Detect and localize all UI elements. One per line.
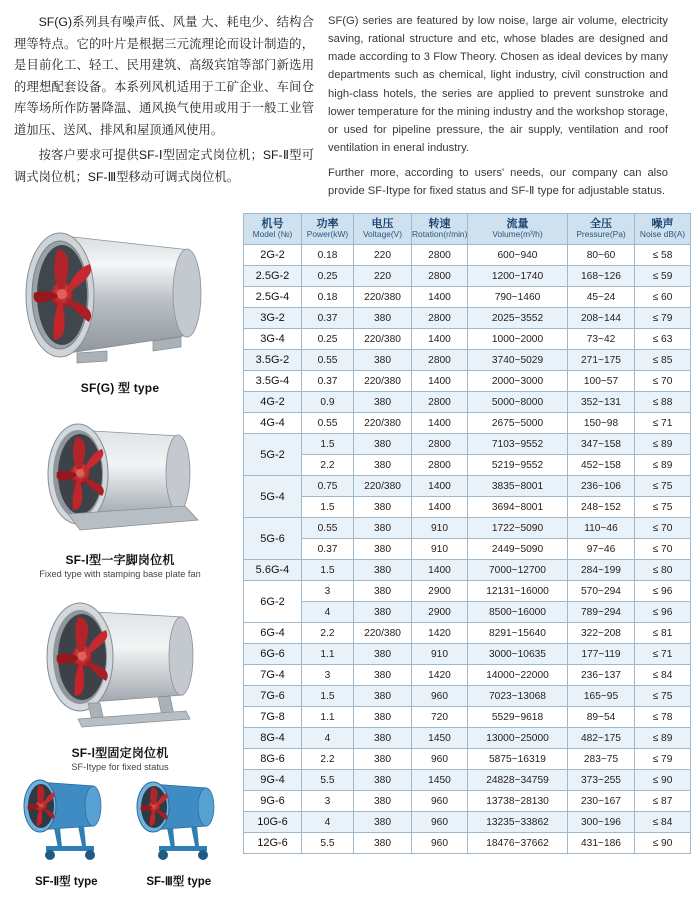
column-header-noise <box>635 214 691 245</box>
cell-voltage: 380 <box>354 455 412 476</box>
cell-voltage: 220/380 <box>354 476 412 497</box>
table-row <box>244 518 691 539</box>
intro-section <box>0 0 700 207</box>
cell-noise: ≤ 88 <box>635 392 691 413</box>
cell-volume: 5000~8000 <box>468 392 568 413</box>
cell-voltage: 220 <box>354 245 412 266</box>
cell-power: 0.55 <box>302 518 354 539</box>
cell-voltage: 380 <box>354 539 412 560</box>
cell-model: 8G-4 <box>244 728 302 749</box>
column-header-model <box>244 214 302 245</box>
cell-volume: 3694~8001 <box>468 497 568 518</box>
cell-power: 0.18 <box>302 287 354 308</box>
cell-voltage: 380 <box>354 770 412 791</box>
cell-volume: 8500~16000 <box>468 602 568 623</box>
column-header-pressure-en: Pressure(Pa) <box>576 229 626 240</box>
cell-voltage: 380 <box>354 749 412 770</box>
cell-rotation: 2800 <box>412 434 468 455</box>
cell-volume: 2000~3000 <box>468 371 568 392</box>
cell-rotation: 2800 <box>412 392 468 413</box>
cell-noise: ≤ 85 <box>635 350 691 371</box>
bottom-figure-1-caption: SF-Ⅱ型 type <box>34 876 98 888</box>
column-header-voltage-en: Voltage(V) <box>362 229 403 240</box>
fan-drawing-3 <box>18 585 223 735</box>
cell-rotation: 1400 <box>412 413 468 434</box>
cell-rotation: 960 <box>412 833 468 854</box>
cell-power: 2.2 <box>302 623 354 644</box>
column-header-volume-en: Volume(m³/h) <box>492 229 543 240</box>
table-row <box>244 749 691 770</box>
cell-noise: ≤ 58 <box>635 245 691 266</box>
cell-model: 12G-6 <box>244 833 302 854</box>
cell-model: 3.5G-4 <box>244 371 302 392</box>
column-header-pressure-cn: 全压 <box>590 217 612 230</box>
cell-noise: ≤ 80 <box>635 560 691 581</box>
cell-voltage: 380 <box>354 392 412 413</box>
cell-power: 4 <box>302 728 354 749</box>
cell-model: 3G-4 <box>244 329 302 350</box>
figure-sf1-fixed <box>0 585 240 773</box>
figure-2-caption: SF-Ⅰ型一字脚岗位机 <box>65 553 175 567</box>
cell-power: 1.1 <box>302 644 354 665</box>
table-header-row <box>244 214 691 245</box>
cell-power: 0.25 <box>302 329 354 350</box>
figure-sf2-type <box>16 770 116 889</box>
cell-noise: ≤ 70 <box>635 539 691 560</box>
cell-volume: 18476~37662 <box>468 833 568 854</box>
table-row <box>244 539 691 560</box>
cell-voltage: 220/380 <box>354 623 412 644</box>
cell-voltage: 220/380 <box>354 413 412 434</box>
cell-rotation: 910 <box>412 644 468 665</box>
cell-pressure: 322~208 <box>568 623 635 644</box>
cell-rotation: 2800 <box>412 455 468 476</box>
cell-rotation: 2800 <box>412 308 468 329</box>
cell-noise: ≤ 60 <box>635 287 691 308</box>
cell-pressure: 45~24 <box>568 287 635 308</box>
column-header-model-en: Model (№) <box>252 229 293 240</box>
cell-model: 6G-2 <box>244 581 302 623</box>
cell-power: 1.1 <box>302 707 354 728</box>
cell-voltage: 380 <box>354 434 412 455</box>
cell-pressure: 482~175 <box>568 728 635 749</box>
column-header-volume <box>468 214 568 245</box>
cell-pressure: 110~46 <box>568 518 635 539</box>
cell-noise: ≤ 70 <box>635 371 691 392</box>
cell-model: 6G-4 <box>244 623 302 644</box>
cell-pressure: 150~98 <box>568 413 635 434</box>
cell-noise: ≤ 70 <box>635 518 691 539</box>
cell-pressure: 300~196 <box>568 812 635 833</box>
cell-noise: ≤ 63 <box>635 329 691 350</box>
cell-noise: ≤ 75 <box>635 497 691 518</box>
cell-model: 9G-4 <box>244 770 302 791</box>
column-header-voltage-cn: 电压 <box>371 217 394 230</box>
column-header-power-en: Power(kW) <box>306 229 349 240</box>
figure-sf3-type <box>129 770 229 889</box>
cell-voltage: 380 <box>354 497 412 518</box>
cell-pressure: 165~95 <box>568 686 635 707</box>
specification-table <box>243 213 691 854</box>
cell-pressure: 284~199 <box>568 560 635 581</box>
table-row <box>244 707 691 728</box>
bottom-figure-2-caption: SF-Ⅲ型 type <box>146 876 212 888</box>
cell-volume: 7023~13068 <box>468 686 568 707</box>
cell-pressure: 789~294 <box>568 602 635 623</box>
cell-voltage: 380 <box>354 644 412 665</box>
cell-power: 1.5 <box>302 434 354 455</box>
table-row <box>244 812 691 833</box>
cell-noise: ≤ 79 <box>635 749 691 770</box>
cell-power: 4 <box>302 602 354 623</box>
cell-model: 5G-4 <box>244 476 302 518</box>
cell-pressure: 347~158 <box>568 434 635 455</box>
cell-volume: 5219~9552 <box>468 455 568 476</box>
cell-pressure: 352~131 <box>568 392 635 413</box>
intro-chinese-paragraph-2: 按客户要求可提供SF-Ⅰ型固定式岗位机；SF-Ⅱ型可调式岗位机；SF-Ⅲ型移动可调式岗位机。 <box>14 148 314 184</box>
fan-drawing-1 <box>15 205 225 370</box>
table-row <box>244 245 691 266</box>
table-row <box>244 497 691 518</box>
cell-noise: ≤ 81 <box>635 623 691 644</box>
cell-volume: 1000~2000 <box>468 329 568 350</box>
cell-model: 10G-6 <box>244 812 302 833</box>
column-header-pressure <box>568 214 635 245</box>
cell-power: 0.37 <box>302 308 354 329</box>
bottom-figure-row <box>10 770 235 889</box>
cell-voltage: 380 <box>354 581 412 602</box>
cell-model: 5G-6 <box>244 518 302 560</box>
cell-rotation: 910 <box>412 539 468 560</box>
cell-volume: 1722~5090 <box>468 518 568 539</box>
cell-power: 1.5 <box>302 686 354 707</box>
column-header-rotation-cn: 转速 <box>428 217 451 230</box>
cell-noise: ≤ 89 <box>635 455 691 476</box>
table-row <box>244 770 691 791</box>
cell-model: 7G-6 <box>244 686 302 707</box>
cell-volume: 24828~34759 <box>468 770 568 791</box>
cell-voltage: 380 <box>354 833 412 854</box>
cell-voltage: 380 <box>354 350 412 371</box>
cell-power: 0.25 <box>302 266 354 287</box>
cell-power: 0.55 <box>302 413 354 434</box>
cell-rotation: 2800 <box>412 350 468 371</box>
cell-pressure: 208~144 <box>568 308 635 329</box>
cell-pressure: 271~175 <box>568 350 635 371</box>
cell-pressure: 168~126 <box>568 266 635 287</box>
cell-noise: ≤ 89 <box>635 728 691 749</box>
column-header-power <box>302 214 354 245</box>
cell-rotation: 1400 <box>412 371 468 392</box>
cell-voltage: 380 <box>354 707 412 728</box>
cell-power: 0.55 <box>302 350 354 371</box>
cell-pressure: 236~137 <box>568 665 635 686</box>
cell-noise: ≤ 71 <box>635 644 691 665</box>
cell-rotation: 1420 <box>412 665 468 686</box>
cell-rotation: 2800 <box>412 266 468 287</box>
cell-model: 7G-8 <box>244 707 302 728</box>
cell-model: 8G-6 <box>244 749 302 770</box>
cell-pressure: 73~42 <box>568 329 635 350</box>
column-header-power-cn: 功率 <box>316 217 339 230</box>
cell-volume: 13738~28130 <box>468 791 568 812</box>
cell-power: 2.2 <box>302 749 354 770</box>
cell-noise: ≤ 84 <box>635 665 691 686</box>
table-row <box>244 371 691 392</box>
cell-volume: 790~1460 <box>468 287 568 308</box>
cell-pressure: 248~152 <box>568 497 635 518</box>
cell-voltage: 380 <box>354 308 412 329</box>
cell-model: 9G-6 <box>244 791 302 812</box>
cell-pressure: 236~106 <box>568 476 635 497</box>
cell-noise: ≤ 87 <box>635 791 691 812</box>
cell-rotation: 1450 <box>412 728 468 749</box>
cell-noise: ≤ 78 <box>635 707 691 728</box>
cell-rotation: 1400 <box>412 329 468 350</box>
cell-pressure: 80~60 <box>568 245 635 266</box>
cell-noise: ≤ 96 <box>635 581 691 602</box>
cell-rotation: 910 <box>412 518 468 539</box>
table-row <box>244 644 691 665</box>
table-row <box>244 581 691 602</box>
fan-illustration-sf1-stamping <box>20 402 220 547</box>
cell-power: 3 <box>302 581 354 602</box>
table-row <box>244 623 691 644</box>
cell-rotation: 1400 <box>412 560 468 581</box>
cell-rotation: 1420 <box>412 623 468 644</box>
cell-noise: ≤ 59 <box>635 266 691 287</box>
cell-volume: 7000~12700 <box>468 560 568 581</box>
cell-model: 7G-4 <box>244 665 302 686</box>
cell-power: 0.18 <box>302 245 354 266</box>
table-row <box>244 686 691 707</box>
cell-voltage: 380 <box>354 602 412 623</box>
cell-power: 3 <box>302 791 354 812</box>
cell-pressure: 283~75 <box>568 749 635 770</box>
cell-power: 5.5 <box>302 833 354 854</box>
figure-sf1-stamping-base <box>0 402 240 579</box>
cell-power: 3 <box>302 665 354 686</box>
column-header-volume-cn: 流量 <box>506 217 529 230</box>
table-row <box>244 728 691 749</box>
cell-rotation: 960 <box>412 686 468 707</box>
cell-voltage: 380 <box>354 665 412 686</box>
table-row <box>244 329 691 350</box>
cell-pressure: 100~57 <box>568 371 635 392</box>
table-row <box>244 476 691 497</box>
column-header-voltage <box>354 214 412 245</box>
cell-rotation: 2900 <box>412 581 468 602</box>
column-header-rotation-en: Rotation(r/min) <box>412 229 468 240</box>
cell-rotation: 2800 <box>412 245 468 266</box>
cell-power: 2.2 <box>302 455 354 476</box>
fan-illustration-sfg <box>15 205 225 375</box>
cell-noise: ≤ 71 <box>635 413 691 434</box>
cell-power: 0.37 <box>302 539 354 560</box>
table-row <box>244 455 691 476</box>
cell-power: 0.75 <box>302 476 354 497</box>
intro-english <box>328 12 668 207</box>
cell-rotation: 720 <box>412 707 468 728</box>
cell-model: 2.5G-4 <box>244 287 302 308</box>
cell-power: 5.5 <box>302 770 354 791</box>
cell-volume: 2449~5090 <box>468 539 568 560</box>
cell-pressure: 373~255 <box>568 770 635 791</box>
table-row <box>244 665 691 686</box>
cell-rotation: 960 <box>412 749 468 770</box>
figure-sfg-type <box>0 205 240 396</box>
figure-3-subcaption: SF-Ⅰtype for fixed status <box>71 762 169 772</box>
table-row <box>244 287 691 308</box>
table-row <box>244 833 691 854</box>
cell-pressure: 431~186 <box>568 833 635 854</box>
cell-voltage: 380 <box>354 518 412 539</box>
cell-voltage: 380 <box>354 812 412 833</box>
cell-rotation: 1400 <box>412 476 468 497</box>
cell-model: 4G-4 <box>244 413 302 434</box>
cell-rotation: 1400 <box>412 497 468 518</box>
cell-rotation: 2900 <box>412 602 468 623</box>
cell-model: 2.5G-2 <box>244 266 302 287</box>
cell-pressure: 452~158 <box>568 455 635 476</box>
cell-volume: 8291~15640 <box>468 623 568 644</box>
column-header-rotation <box>412 214 468 245</box>
table-body <box>244 245 691 854</box>
table-header <box>244 214 691 245</box>
table-row <box>244 434 691 455</box>
cell-model: 6G-6 <box>244 644 302 665</box>
specification-table-wrapper <box>243 213 690 854</box>
cell-volume: 600~940 <box>468 245 568 266</box>
cell-volume: 3000~10635 <box>468 644 568 665</box>
intro-english-paragraph-1: SF(G) series are featured by low noise, large air volume, electricity saving, rational structure and etc, whose blades are designed and made according to 3 Flow Theory. Chosen as ideal devices by many departments such as chemical, light industry, civil construction and high-class hotels, the series are applied to prevent sunstroke and lower temperature for the mining industry and the workshop storage, or used for pipeline pressure, the air supply, ventilation and roof ventilation in eneral industry. <box>328 15 668 154</box>
column-header-noise-cn: 噪声 <box>651 217 674 230</box>
cell-voltage: 380 <box>354 686 412 707</box>
cell-pressure: 97~46 <box>568 539 635 560</box>
cell-model: 5.6G-4 <box>244 560 302 581</box>
figure-3-caption: SF-Ⅰ型固定岗位机 <box>71 746 169 760</box>
cell-volume: 1200~1740 <box>468 266 568 287</box>
cell-noise: ≤ 89 <box>635 434 691 455</box>
cell-volume: 3740~5029 <box>468 350 568 371</box>
cell-voltage: 380 <box>354 560 412 581</box>
cell-voltage: 380 <box>354 791 412 812</box>
cell-model: 3.5G-2 <box>244 350 302 371</box>
table-row <box>244 560 691 581</box>
cell-pressure: 89~54 <box>568 707 635 728</box>
cell-voltage: 220/380 <box>354 329 412 350</box>
cell-model: 3G-2 <box>244 308 302 329</box>
cell-model: 5G-2 <box>244 434 302 476</box>
cell-pressure: 570~294 <box>568 581 635 602</box>
table-row <box>244 413 691 434</box>
cell-power: 0.37 <box>302 371 354 392</box>
intro-english-paragraph-2: Further more, according to users' needs, our company can also provide SF-Ⅰtype for fixed status and SF-Ⅱ type for adjustable status. <box>328 167 668 198</box>
cell-noise: ≤ 79 <box>635 308 691 329</box>
cell-volume: 7103~9552 <box>468 434 568 455</box>
intro-chinese-paragraph-1: SF(G)系列具有噪声低、风量 大、耗电少、结构合理等特点。它的叶片是根据三元流理论而设计制造的，是目前化工、轻工、民用建筑、高级宾馆等部门新选用的理想配套设备。本系列风机适用于工矿企业、车间仓库等场所作防暑降温、通风换气使用或用于一般工业管道加压、送风、排风和屋顶通风使用。 <box>14 15 314 137</box>
cell-volume: 2025~3552 <box>468 308 568 329</box>
fan-illustration-sf1-fixed <box>18 585 223 740</box>
cell-power: 4 <box>302 812 354 833</box>
figure-1-caption: SF(G) 型 type <box>80 381 160 395</box>
cell-rotation: 1450 <box>412 770 468 791</box>
fan-drawing-4 <box>16 770 116 862</box>
cell-volume: 13000~25000 <box>468 728 568 749</box>
cell-volume: 3835~8001 <box>468 476 568 497</box>
cell-noise: ≤ 90 <box>635 833 691 854</box>
cell-noise: ≤ 75 <box>635 476 691 497</box>
cell-pressure: 177~119 <box>568 644 635 665</box>
cell-voltage: 220/380 <box>354 287 412 308</box>
cell-voltage: 380 <box>354 728 412 749</box>
intro-chinese <box>14 12 314 207</box>
cell-pressure: 230~167 <box>568 791 635 812</box>
table-row <box>244 602 691 623</box>
figure-2-subcaption: Fixed type with stamping base plate fan <box>39 569 201 579</box>
cell-volume: 5529~9618 <box>468 707 568 728</box>
column-header-model-cn: 机号 <box>261 217 284 230</box>
product-figure-column <box>0 205 240 779</box>
fan-drawing-5 <box>129 770 229 862</box>
table-row <box>244 350 691 371</box>
cell-noise: ≤ 75 <box>635 686 691 707</box>
table-row <box>244 308 691 329</box>
cell-rotation: 960 <box>412 791 468 812</box>
cell-noise: ≤ 96 <box>635 602 691 623</box>
cell-model: 4G-2 <box>244 392 302 413</box>
column-header-noise-en: Noise dB(A) <box>639 229 686 240</box>
cell-voltage: 220 <box>354 266 412 287</box>
cell-volume: 13235~33862 <box>468 812 568 833</box>
cell-volume: 2675~5000 <box>468 413 568 434</box>
cell-power: 1.5 <box>302 560 354 581</box>
cell-noise: ≤ 90 <box>635 770 691 791</box>
table-row <box>244 392 691 413</box>
cell-noise: ≤ 84 <box>635 812 691 833</box>
cell-volume: 14000~22000 <box>468 665 568 686</box>
cell-voltage: 220/380 <box>354 371 412 392</box>
cell-power: 0.9 <box>302 392 354 413</box>
cell-power: 1.5 <box>302 497 354 518</box>
cell-rotation: 960 <box>412 812 468 833</box>
fan-drawing-2 <box>20 402 220 542</box>
table-row <box>244 266 691 287</box>
cell-volume: 5875~16319 <box>468 749 568 770</box>
cell-rotation: 1400 <box>412 287 468 308</box>
cell-model: 2G-2 <box>244 245 302 266</box>
cell-volume: 12131~16000 <box>468 581 568 602</box>
table-row <box>244 791 691 812</box>
